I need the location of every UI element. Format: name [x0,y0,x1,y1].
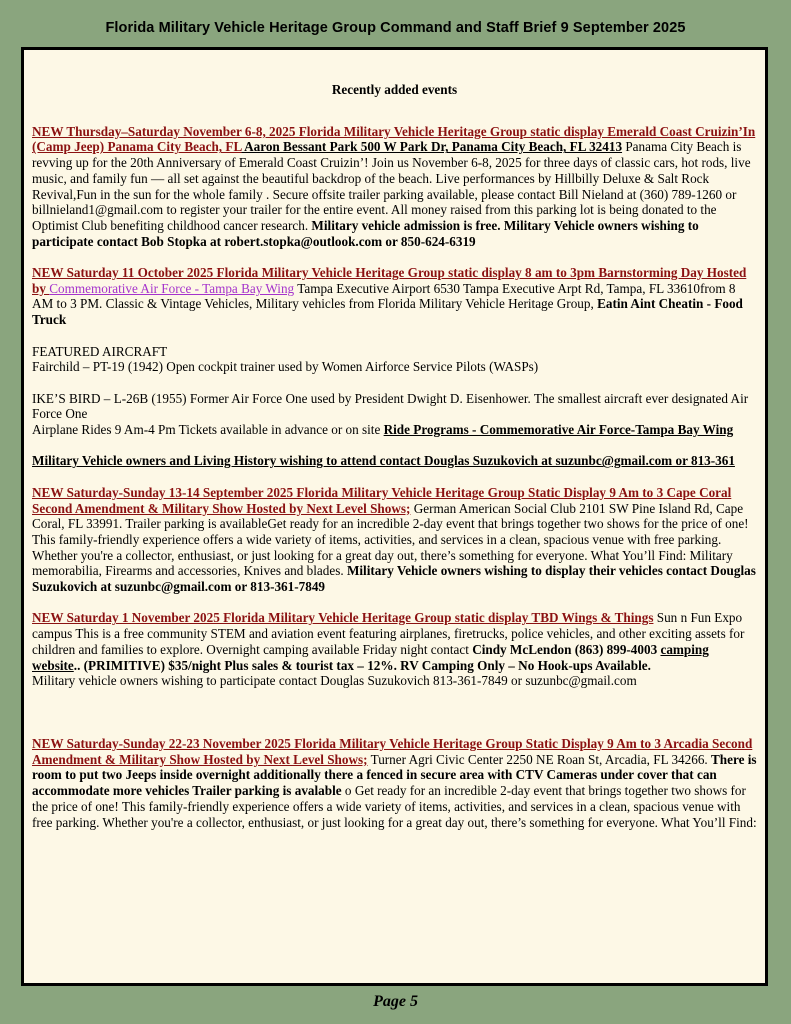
caf-tampa-link[interactable]: Commemorative Air Force - Tampa Bay Wing [49,280,295,296]
event-body: o Get ready for an incredible 2-day event that brings together two shows for the price of one! This family-friendly experience offers a wide variety of items, activities, and services in a clean, spacious venue with free parking. Whether you're a collector, enthusiast, or just looking for a great day out, there’s something for everyone. What You’ll Find: [32,783,757,830]
event-body: Panama City Beach is revving up for the 20th Anniversary of Emerald Coast Cruizin’! Join us November 6-8, 2025 for three days of classic cars, hot rods, live music, and family fun — all set against the beautiful backdrop of the beach. Live performances by Hillbilly Deluxe & Salt Rock Revival,Fun in the sun for the whole family . Secure offsite trailer parking available, please contact Bill Nieland at (360) 789-1260 or billnieland1@gmail.com to register your trailer for the entire event. All money raised from this parking lot is being donated to the Optimist Club benefiting childhood cancer research. [32,139,751,233]
event-contact: Military vehicle owners wishing to participate contact Douglas Suzukovich 813-361-7849 or suzunbc@gmail.com [32,673,637,689]
event-headline: NEW Saturday 11 October 2025 Florida Military Vehicle Heritage Group static display 8 am to 3pm Barnstorming Day Hosted by [32,265,747,296]
event-contact [32,453,757,469]
featured-aircraft-heading: FEATURED AIRCRAFT [32,343,168,359]
event-location: Turner Agri Civic Center 2250 NE Roan St, Arcadia, FL 34266. [367,751,712,767]
camping-website-link[interactable]: camping website [32,641,709,673]
ride-programs-link[interactable]: Ride Programs - Commemorative Air Force-Tampa Bay Wing [383,422,734,438]
airplane-rides [32,422,757,438]
event-headline: NEW Saturday-Sunday 22-23 November 2025 Florida Military Vehicle Heritage Group Static Display 9 Am to 3 Arcadia Second Amendment & Military Show Hosted by Next Level Shows; [32,735,753,767]
event-list [32,82,757,830]
content-panel [21,47,768,986]
camping-price: .. (PRIMITIVE) $35/night Plus sales & tourist tax – 12%. RV Camping Only – No Hook-ups Available. [73,657,651,673]
page-number: Page 5 [373,993,418,1010]
camping-contact: Cindy McLendon (863) 899-4003 [472,641,658,657]
food-truck: Eatin Aint Cheatin - Food Truck [32,296,743,328]
event-item [32,736,757,830]
event-body: German American Social Club 2101 SW Pine Island Rd, Cape Coral, FL 33991. Trailer parking is availableGet ready for an incredible 2-day event that brings together two shows for the price of one! This family-friendly experience offers a wide variety of items, activities, and services in a clean, spacious venue with free parking. Whether you're a collector, enthusiast, or just looking for a great day out, there’s something for everyone. What You’ll Find: Military memorabilia, Firearms and accessories, Knives and blades. [32,500,749,579]
event-item [32,124,757,250]
event-headline: NEW Thursday–Saturday November 6-8, 2025 Florida Military Vehicle Heritage Group static display Emerald Coast Cruizin’In (Camp Jeep) Panama City Beach, FL [32,123,756,155]
aircraft-item: Fairchild – PT-19 (1942) Open cockpit trainer used by Women Airforce Service Pilots (WASPs) [32,359,539,375]
rides-text: Airplane Rides 9 Am-4 Pm Tickets available in advance or on site [32,422,384,438]
aircraft-item: IKE’S BIRD – L-26B (1955) Former Air Force One used by President Dwight D. Eisenhower. The smallest aircraft ever designated Air Force One [32,390,749,422]
event-item [32,265,757,328]
contact-text: Military Vehicle owners and Living History wishing to attend contact Douglas Suzukovich at suzunbc@gmail.com or 813-361 [32,453,735,469]
event-body: Tampa Executive Airport 6530 Tampa Executive Arpt Rd, Tampa, FL 33610from 8 AM to 3 PM. Classic & Vintage Vehicles, Military vehicles from Florida Military Vehicle Heritage Group, [32,280,736,312]
event-location: Aaron Bessant Park 500 W Park Dr, Panama City Beach, FL 32413 [241,139,623,155]
event-headline: NEW Saturday-Sunday 13-14 September 2025 Florida Military Vehicle Heritage Group Static Display 9 Am to 3 Cape Coral Second Amendment & Military Show Hosted by Next Level Shows; [32,484,732,516]
event-admission: Military vehicle admission is free. Military Vehicle owners wishing to participate contact Bob Stopka at robert.stopka@outlook.com or 850-624-6319 [32,217,699,249]
event-contact: Military Vehicle owners wishing to display their vehicles contact Douglas Suzukovich at suzunbc@gmail.com or 813-361-7849 [32,563,756,595]
event-security: There is room to put two Jeeps inside overnight additionally there a fenced in secure area with CTV Cameras under cover that can accommodate more vehicles Trailer parking is avalable [32,751,757,799]
newsletter-header: Florida Military Vehicle Heritage Group Command and Staff Brief 9 September 2025 [105,20,686,36]
event-item [32,485,757,595]
event-headline: NEW Saturday 1 November 2025 Florida Military Vehicle Heritage Group static display TBD Wings & Things [32,610,654,626]
event-item [32,610,757,673]
event-body: Sun n Fun Expo campus This is a free community STEM and aviation event featuring airplanes, firetrucks, police vehicles, and other exciting assets for children and families to explore. Overnight camping available Friday night contact [32,610,745,657]
section-title: Recently added events [331,82,458,97]
